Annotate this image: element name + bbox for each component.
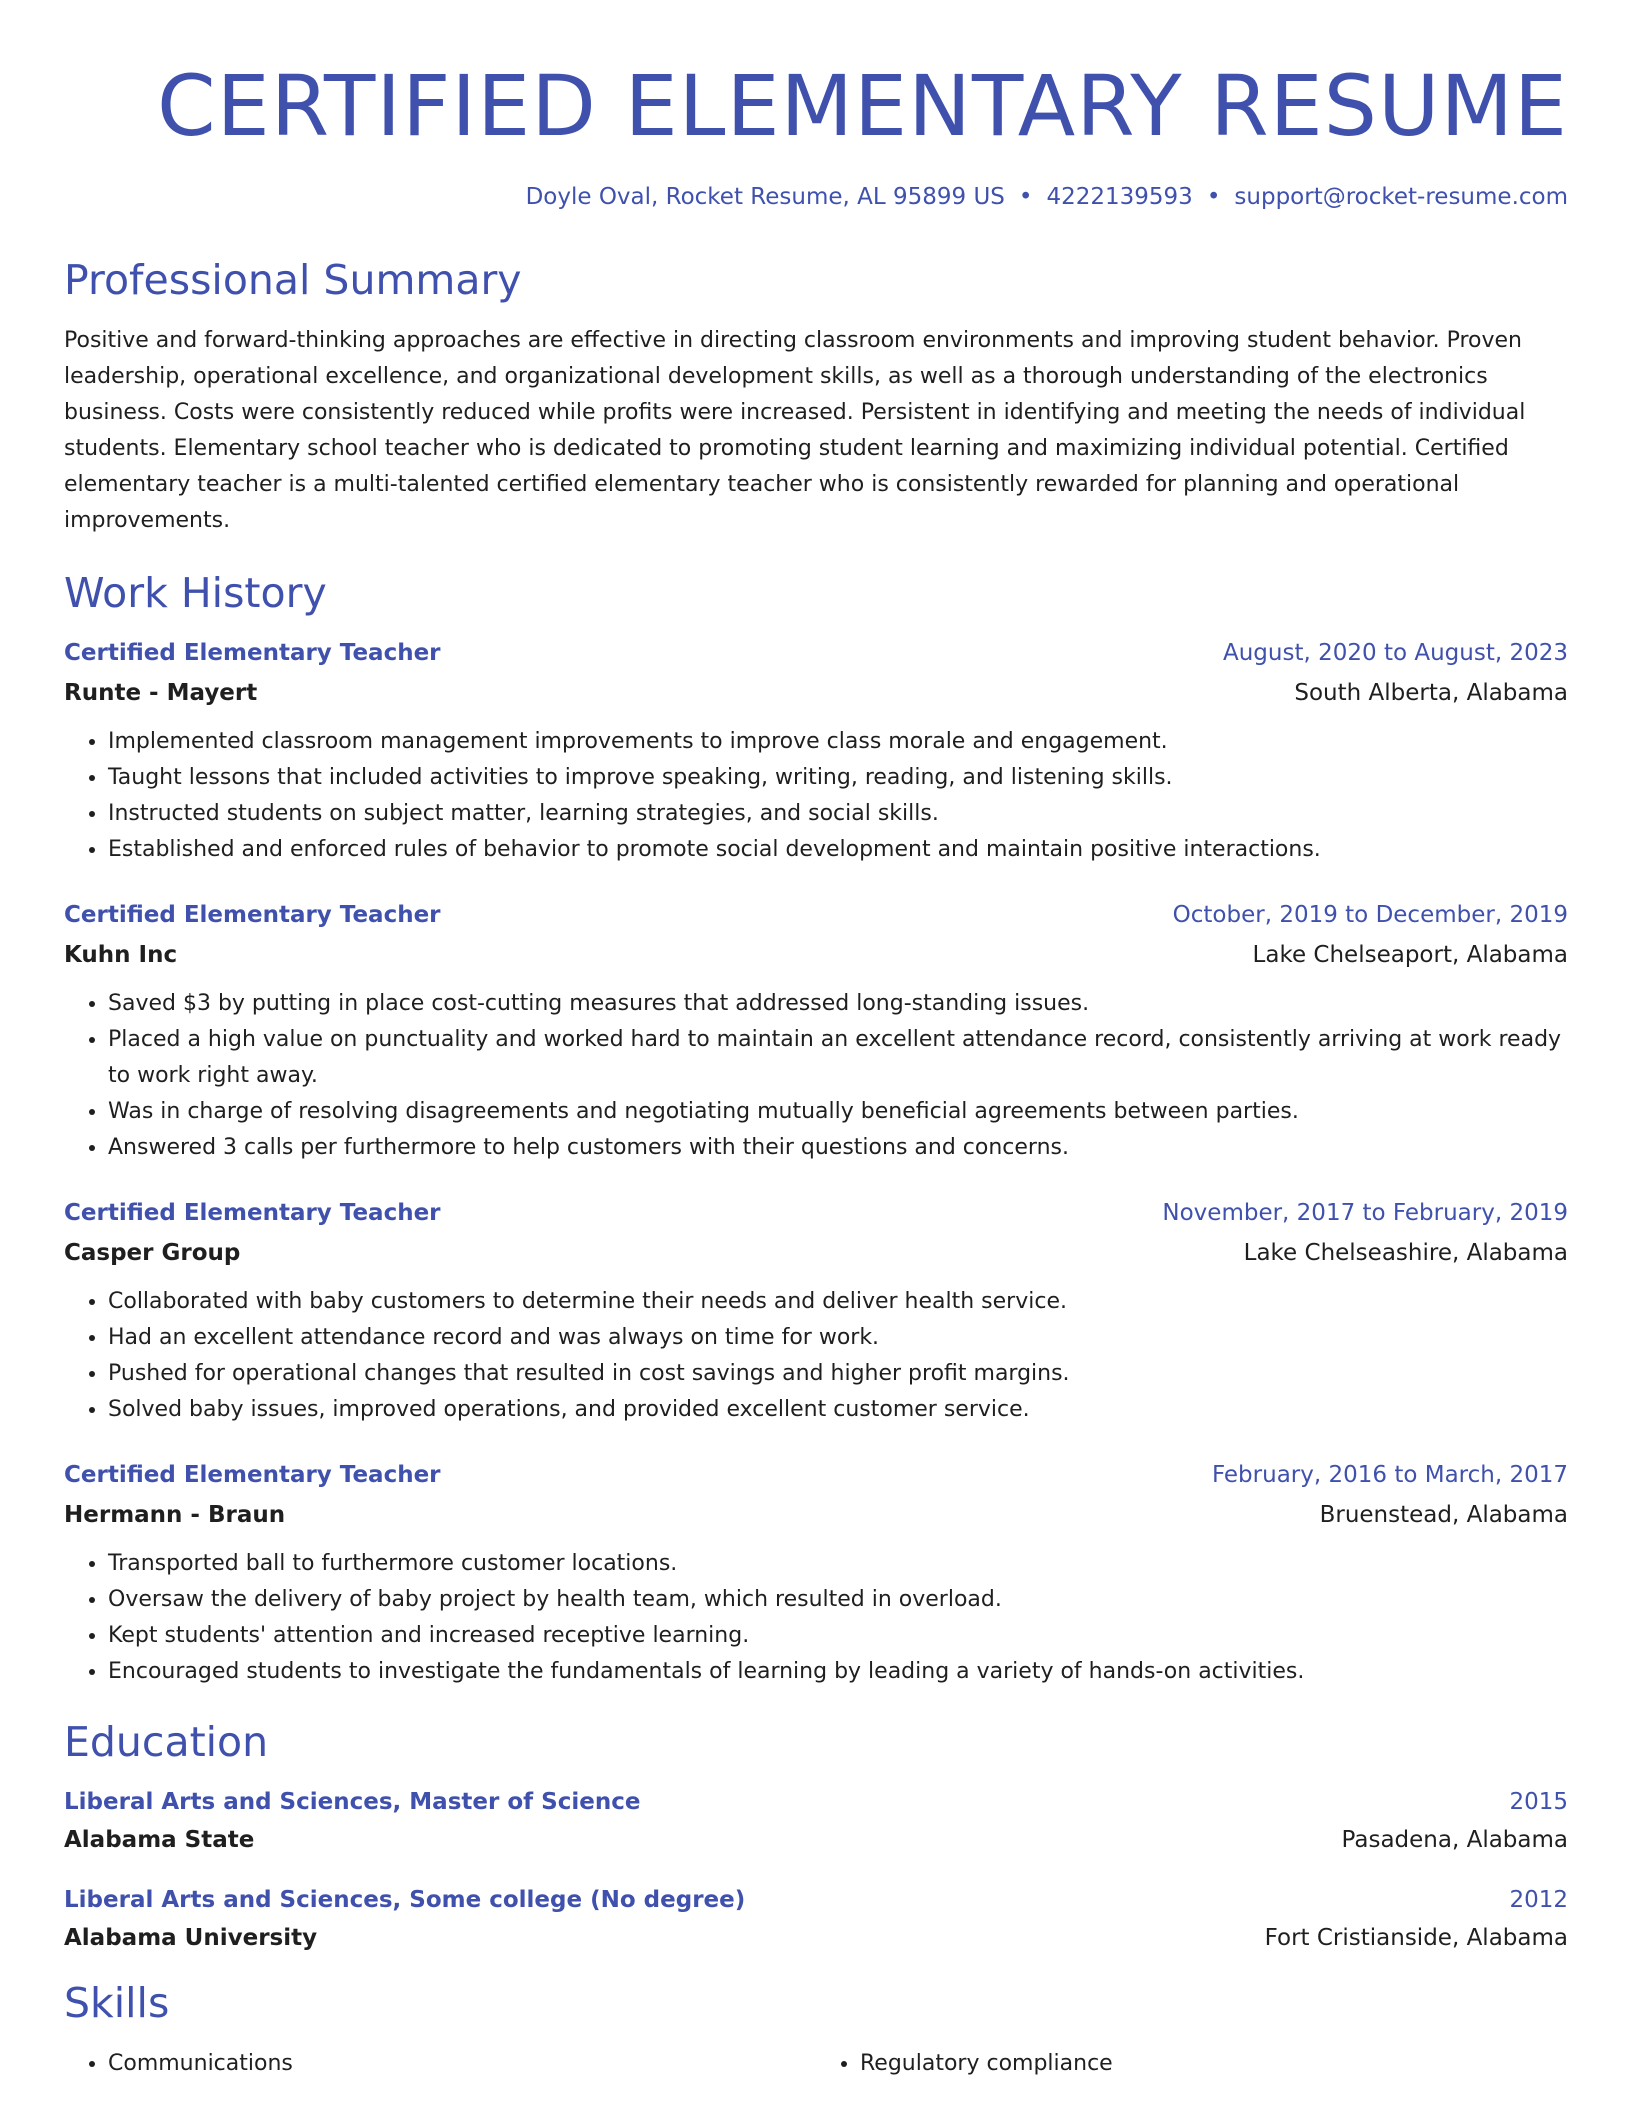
job-company: Kuhn Inc xyxy=(64,941,178,968)
job-company: Runte - Mayert xyxy=(64,679,258,706)
job-title: Certified Elementary Teacher xyxy=(64,901,441,928)
job-title: Certified Elementary Teacher xyxy=(64,639,441,666)
job-title: Certified Elementary Teacher xyxy=(64,1199,441,1226)
education-entry xyxy=(64,1887,1568,1951)
education-degree: Liberal Arts and Sciences, Master of Science xyxy=(64,1788,641,1815)
summary-text: Positive and forward-thinking approaches are effective in directing classroom environments and improving student behavior. Proven leadership, operational excellence, and organizational development skills, as well as a thorough understanding of the electronics business. Costs were consistently reduced while profits were increased. Persistent in identifying and meeting the needs of individual students. Elementary school teacher who is dedicated to promoting student learning and maximizing individual potential. Certified elementary teacher is a multi-talented certified elementary teacher who is consistently rewarded for planning and operational improvements. xyxy=(64,327,1526,533)
job-location: Bruenstead, Alabama xyxy=(1319,1501,1568,1528)
job-entry xyxy=(64,902,1568,1166)
job-bullet: • Collaborated with baby customers to determine their needs and deliver health service. xyxy=(108,1284,1568,1320)
job-bullet: • Saved $3 by putting in place cost-cutting measures that addressed long-standing issues. xyxy=(108,986,1568,1022)
skill-item: • Regulatory compliance xyxy=(860,2046,1568,2082)
resume-page xyxy=(64,0,1568,2082)
job-company: Hermann - Braun xyxy=(64,1501,286,1528)
job-dates: February, 2016 to March, 2017 xyxy=(1211,1461,1568,1488)
job-bullet: • Oversaw the delivery of baby project by health team, which resulted in overload. xyxy=(108,1582,1568,1618)
job-bullet: • Instructed students on subject matter, learning strategies, and social skills. xyxy=(108,796,1568,832)
work-history-heading: Work History xyxy=(64,568,327,617)
job-bullets xyxy=(64,1546,1568,1690)
skills-list xyxy=(64,2046,1568,2082)
job-entry xyxy=(64,1200,1568,1428)
job-bullets xyxy=(64,724,1568,868)
job-bullets xyxy=(64,986,1568,1166)
job-company: Casper Group xyxy=(64,1239,241,1266)
education-entry xyxy=(64,1789,1568,1853)
job-bullet: • Encouraged students to investigate the fundamentals of learning by leading a variety of hands-on activities. xyxy=(108,1654,1568,1690)
job-bullet: • Established and enforced rules of behavior to promote social development and maintain positive interactions. xyxy=(108,832,1568,868)
contact-separator: • xyxy=(1206,184,1221,210)
job-bullet: • Was in charge of resolving disagreements and negotiating mutually beneficial agreements between parties. xyxy=(108,1094,1568,1130)
skills-column-right xyxy=(816,2046,1568,2082)
job-bullet: • Had an excellent attendance record and was always on time for work. xyxy=(108,1320,1568,1356)
education-year: 2012 xyxy=(1509,1886,1568,1913)
job-bullet: • Answered 3 calls per furthermore to help customers with their questions and concerns. xyxy=(108,1130,1568,1166)
summary-heading: Professional Summary xyxy=(64,255,522,304)
job-bullet: • Implemented classroom management improvements to improve class morale and engagement. xyxy=(108,724,1568,760)
job-entry xyxy=(64,1462,1568,1690)
job-location: Lake Chelseashire, Alabama xyxy=(1243,1239,1568,1266)
education-school: Alabama State xyxy=(64,1826,255,1853)
job-location: Lake Chelseaport, Alabama xyxy=(1252,941,1568,968)
job-bullet: • Taught lessons that included activities to improve speaking, writing, reading, and listening skills. xyxy=(108,760,1568,796)
skills-column-left xyxy=(64,2046,816,2082)
contact-address: Doyle Oval, Rocket Resume, AL 95899 US xyxy=(525,184,1005,210)
education-location: Pasadena, Alabama xyxy=(1341,1826,1568,1853)
job-bullet: • Kept students' attention and increased receptive learning. xyxy=(108,1618,1568,1654)
contact-email[interactable]: support@rocket-resume.com xyxy=(1234,184,1568,210)
education-degree: Liberal Arts and Sciences, Some college (No degree) xyxy=(64,1886,746,1913)
education-location: Fort Cristianside, Alabama xyxy=(1264,1924,1568,1951)
job-entry xyxy=(64,640,1568,868)
contact-separator: • xyxy=(1018,184,1033,210)
resume-title: CERTIFIED ELEMENTARY RESUME xyxy=(157,57,1568,155)
education-school: Alabama University xyxy=(64,1924,318,1951)
job-bullet: • Placed a high value on punctuality and worked hard to maintain an excellent attendance record, consistently arriving at work ready to work right away. xyxy=(108,1022,1568,1094)
job-bullets xyxy=(64,1284,1568,1428)
skills-heading: Skills xyxy=(64,1978,170,2027)
skill-item: • Communications xyxy=(108,2046,816,2082)
job-title: Certified Elementary Teacher xyxy=(64,1461,441,1488)
job-bullet: • Transported ball to furthermore customer locations. xyxy=(108,1546,1568,1582)
job-dates: November, 2017 to February, 2019 xyxy=(1162,1199,1568,1226)
contact-phone: 4222139593 xyxy=(1046,184,1193,210)
education-year: 2015 xyxy=(1509,1788,1568,1815)
job-bullet: • Solved baby issues, improved operations, and provided excellent customer service. xyxy=(108,1392,1568,1428)
job-dates: August, 2020 to August, 2023 xyxy=(1223,639,1568,666)
contact-line xyxy=(64,184,1568,212)
job-location: South Alberta, Alabama xyxy=(1294,679,1568,706)
job-bullet: • Pushed for operational changes that resulted in cost savings and higher profit margins. xyxy=(108,1356,1568,1392)
education-heading: Education xyxy=(64,1717,269,1766)
job-dates: October, 2019 to December, 2019 xyxy=(1172,901,1568,928)
